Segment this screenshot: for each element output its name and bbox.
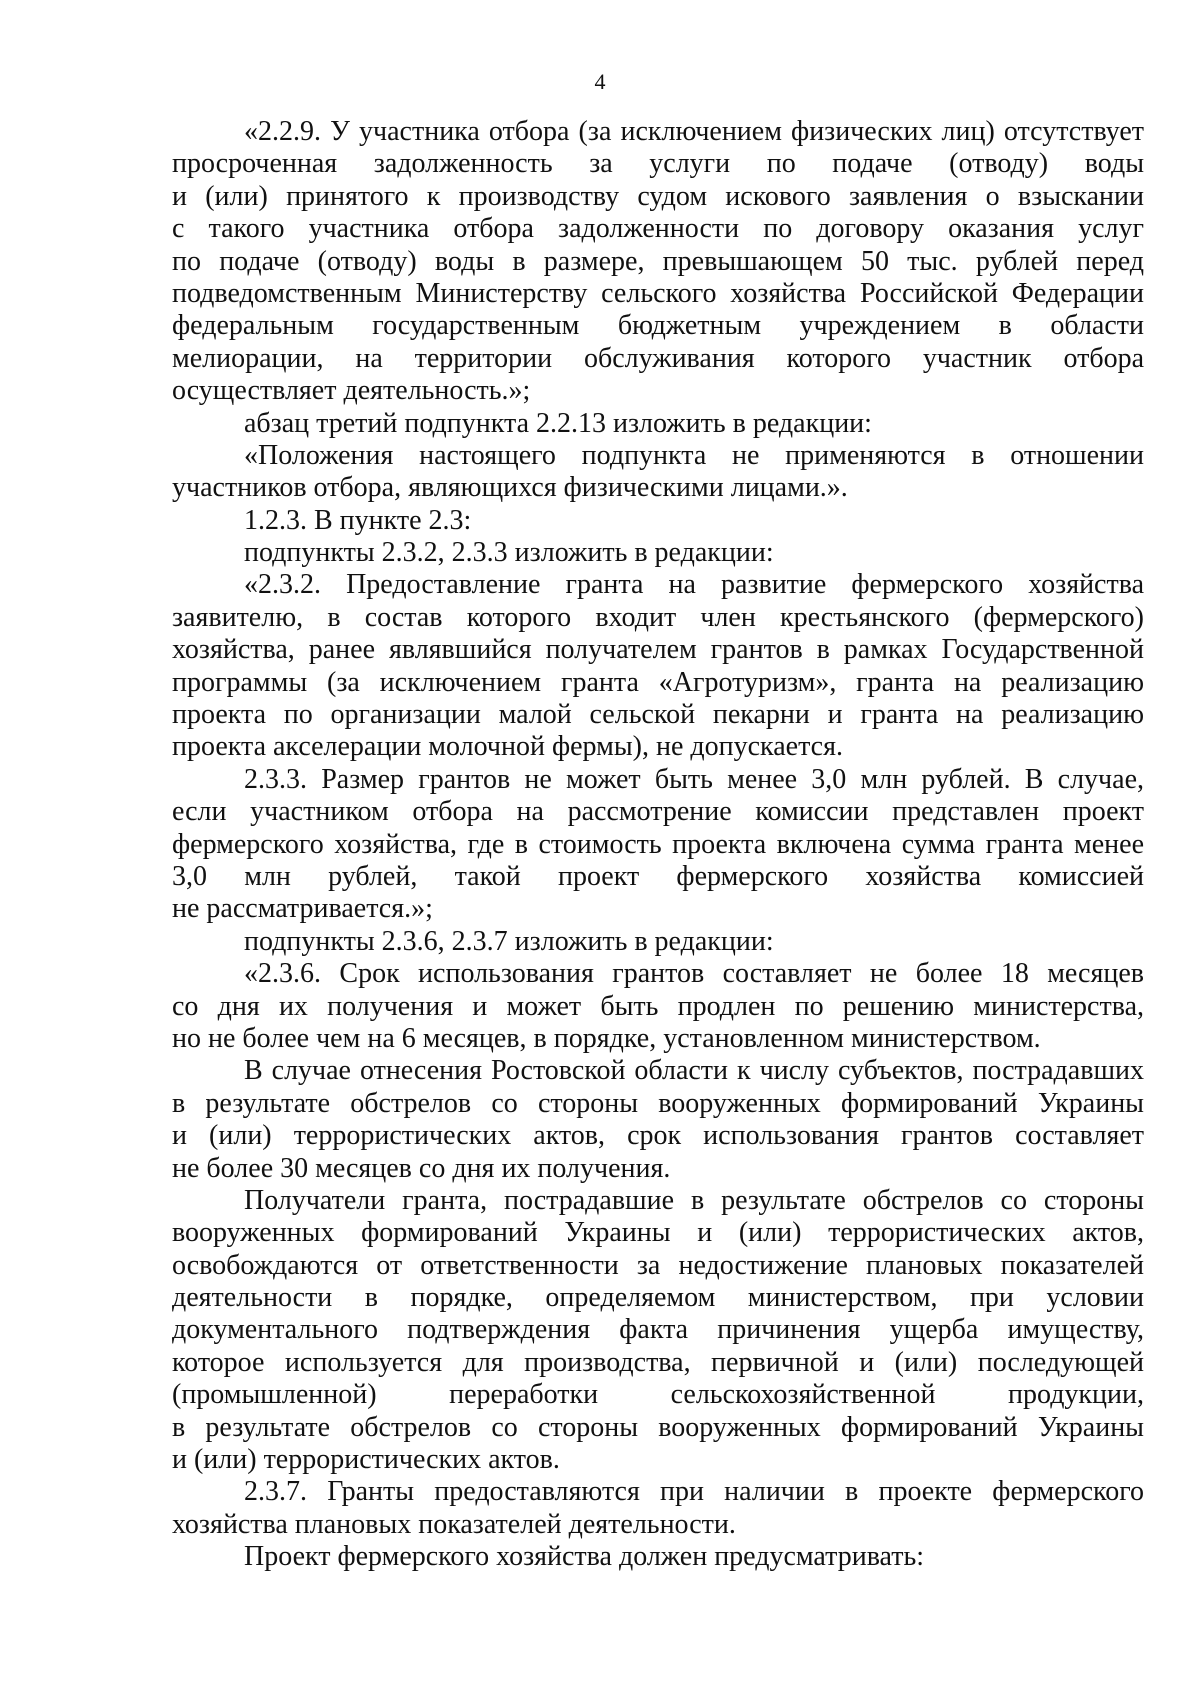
text-line: хозяйства плановых показателей деятельности. xyxy=(172,1508,736,1540)
text-line: в результате обстрелов со стороны вооруженных формирований Украины xyxy=(172,1087,1144,1119)
text-line: федеральным государственным бюджетным учреждением в области xyxy=(172,310,1144,342)
text-line: проекта акселерации молочной фермы), не допускается. xyxy=(172,731,843,763)
text-line: подведомственным Министерству сельского хозяйства Российской Федерации xyxy=(172,277,1144,309)
text-line: со дня их получения и может быть продлен по решению министерства, xyxy=(172,990,1144,1022)
text-line: в результате обстрелов со стороны вооруженных формирований Украины xyxy=(172,1411,1144,1443)
text-line: освобождаются от ответственности за недостижение плановых показателей xyxy=(172,1249,1144,1281)
text-line: просроченная задолженность за услуги по подаче (отводу) воды xyxy=(172,148,1144,180)
text-line: не рассматривается.»; xyxy=(172,893,433,925)
text-line: документального подтверждения факта причинения ущерба имуществу, xyxy=(172,1314,1144,1346)
text-line: и (или) принятого к производству судом искового заявления о взыскании xyxy=(172,180,1144,212)
text-line: но не более чем на 6 месяцев, в порядке, установленном министерством. xyxy=(172,1022,1041,1054)
text-line: проекта по организации малой сельской пекарни и гранта на реализацию xyxy=(172,699,1144,731)
text-line: не более 30 месяцев со дня их получения. xyxy=(172,1152,671,1184)
text-line: если участником отбора на рассмотрение комиссии представлен проект xyxy=(172,796,1144,828)
text-line: 2.3.3. Размер грантов не может быть менее 3,0 млн рублей. В случае, xyxy=(244,763,1144,795)
text-line: 3,0 млн рублей, такой проект фермерского хозяйства комиссией xyxy=(172,860,1144,892)
text-line: «2.2.9. У участника отбора (за исключением физических лиц) отсутствует xyxy=(244,116,1144,147)
text-line: подпункты 2.3.6, 2.3.7 изложить в редакции: xyxy=(244,925,774,957)
text-line: деятельности в порядке, определяемом министерством, при условии xyxy=(172,1282,1144,1314)
text-line: В случае отнесения Ростовской области к числу субъектов, пострадавших xyxy=(244,1055,1144,1087)
text-line: подпункты 2.3.2, 2.3.3 изложить в редакции: xyxy=(244,537,774,569)
text-line: «2.3.2. Предоставление гранта на развитие фермерского хозяйства xyxy=(244,569,1144,601)
text-line: 1.2.3. В пункте 2.3: xyxy=(244,504,472,536)
text-line: фермерского хозяйства, где в стоимость проекта включена сумма гранта менее xyxy=(172,828,1144,860)
text-line: «2.3.6. Срок использования грантов составляет не более 18 месяцев xyxy=(244,958,1144,990)
text-line: программы (за исключением гранта «Агротуризм», гранта на реализацию xyxy=(172,666,1144,698)
text-line: хозяйства, ранее являвшийся получателем грантов в рамках Государственной xyxy=(172,634,1144,666)
text-line: осуществляет деятельность.»; xyxy=(172,375,531,407)
text-line: абзац третий подпункта 2.2.13 изложить в редакции: xyxy=(244,407,872,439)
text-line: и (или) террористических актов, срок использования грантов составляет xyxy=(172,1120,1144,1152)
page-number: 4 xyxy=(594,69,606,94)
text-line: по подаче (отводу) воды в размере, превышающем 50 тыс. рублей перед xyxy=(172,245,1144,277)
text-line: которое используется для производства, первичной и (или) последующей xyxy=(172,1346,1144,1378)
text-line: мелиорации, на территории обслуживания которого участник отбора xyxy=(172,342,1144,374)
text-line: Проект фермерского хозяйства должен предусматривать: xyxy=(244,1541,925,1573)
text-line: «Положения настоящего подпункта не применяются в отношении xyxy=(244,439,1144,471)
text-line: вооруженных формирований Украины и (или) террористических актов, xyxy=(172,1217,1144,1249)
text-line: и (или) террористических актов. xyxy=(172,1444,560,1476)
text-line: Получатели гранта, пострадавшие в результате обстрелов со стороны xyxy=(244,1184,1144,1216)
document-body xyxy=(172,116,1144,1574)
text-line: (промышленной) переработки сельскохозяйственной продукции, xyxy=(172,1379,1144,1411)
text-line: заявителю, в состав которого входит член крестьянского (фермерского) xyxy=(172,601,1144,633)
text-line: с такого участника отбора задолженности по договору оказания услуг xyxy=(172,213,1144,245)
text-line: 2.3.7. Гранты предоставляются при наличии в проекте фермерского xyxy=(244,1476,1144,1508)
text-line: участников отбора, являющихся физическими лицами.». xyxy=(172,472,848,504)
